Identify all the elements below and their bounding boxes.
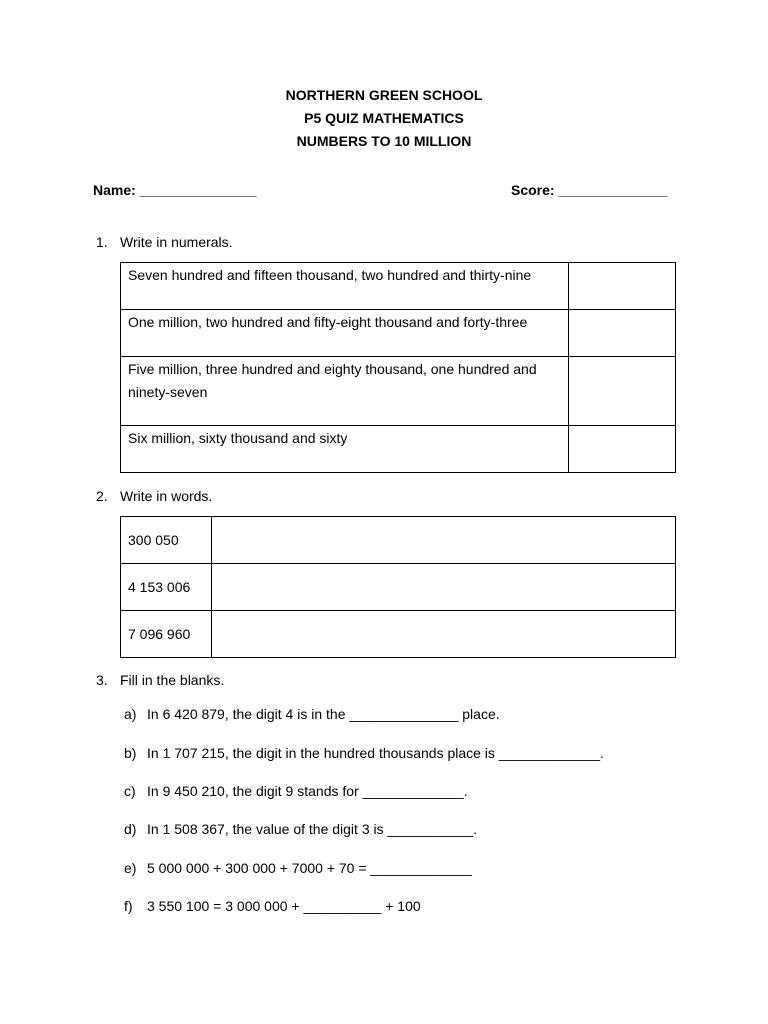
q1-number: 1. <box>96 234 108 250</box>
item-label: f) <box>124 898 133 914</box>
item-text: In 9 450 210, the digit 9 stands for _____________. <box>147 783 468 799</box>
numerals-table <box>120 262 676 473</box>
item-text: In 1 508 367, the value of the digit 3 is ___________. <box>147 821 478 837</box>
table-row <box>121 263 676 310</box>
quiz-subject: P5 QUIZ MATHEMATICS <box>304 110 464 126</box>
score-field: Score: ______________ <box>511 182 668 198</box>
list-item <box>124 745 604 761</box>
q2-number: 2. <box>96 488 108 504</box>
words-cell: Six million, sixty thousand and sixty <box>121 426 569 473</box>
answer-box[interactable] <box>212 517 676 564</box>
answer-box[interactable] <box>569 426 676 473</box>
table-row <box>121 310 676 357</box>
q3-instruction: Fill in the blanks. <box>120 672 225 688</box>
number-cell: 7 096 960 <box>121 611 212 658</box>
q3-number: 3. <box>96 672 108 688</box>
school-name: NORTHERN GREEN SCHOOL <box>285 87 483 103</box>
q1-instruction: Write in numerals. <box>120 234 233 250</box>
item-label: e) <box>124 860 137 876</box>
name-field: Name: _______________ <box>93 182 257 198</box>
table-row <box>121 517 676 564</box>
item-text: In 1 707 215, the digit in the hundred thousands place is _____________. <box>147 745 604 761</box>
words-cell: One million, two hundred and fifty-eight thousand and forty-three <box>121 310 569 357</box>
item-text: In 6 420 879, the digit 4 is in the ______________ place. <box>147 706 500 722</box>
q2-instruction: Write in words. <box>120 488 213 504</box>
quiz-topic: NUMBERS TO 10 MILLION <box>296 133 472 149</box>
answer-box[interactable] <box>212 564 676 611</box>
list-item <box>124 783 468 799</box>
words-table <box>120 516 676 658</box>
answer-box[interactable] <box>569 310 676 357</box>
table-row <box>121 611 676 658</box>
words-cell: Seven hundred and fifteen thousand, two hundred and thirty-nine <box>121 263 569 310</box>
item-text: 3 550 100 = 3 000 000 + __________ + 100 <box>147 898 421 914</box>
item-label: b) <box>124 745 137 761</box>
number-cell: 300 050 <box>121 517 212 564</box>
number-cell: 4 153 006 <box>121 564 212 611</box>
item-label: c) <box>124 783 136 799</box>
item-label: a) <box>124 706 137 722</box>
words-cell: Five million, three hundred and eighty thousand, one hundred and ninety-seven <box>121 357 569 426</box>
list-item <box>124 898 421 914</box>
list-item <box>124 706 500 722</box>
item-label: d) <box>124 821 137 837</box>
answer-box[interactable] <box>212 611 676 658</box>
table-row <box>121 426 676 473</box>
list-item <box>124 821 477 837</box>
list-item <box>124 860 472 876</box>
table-row <box>121 357 676 426</box>
answer-box[interactable] <box>569 357 676 426</box>
table-row <box>121 564 676 611</box>
item-text: 5 000 000 + 300 000 + 7000 + 70 = _____________ <box>147 860 472 876</box>
answer-box[interactable] <box>569 263 676 310</box>
